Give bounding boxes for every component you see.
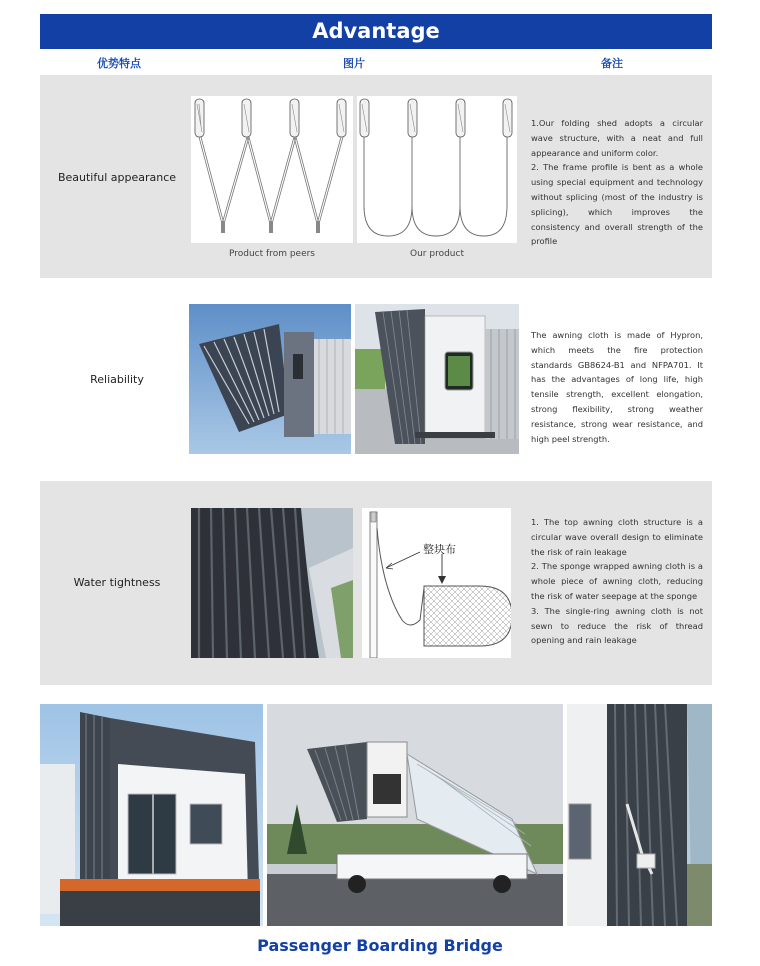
advantage-banner: Advantage [40,14,712,49]
water-tightness-photo [191,508,353,658]
feature-label-water-tightness: Water tightness [73,576,161,589]
footer-title: Passenger Boarding Bridge [257,936,503,955]
remark-text: 2. The frame profile is bent as a whole using special equipment and technology without splicing (most of the industry is splicing), which improves the consistency and overall strength of the profile [531,162,703,247]
caption-ours: Our product [410,249,464,259]
peer-product-diagram [191,96,353,243]
bottom-photo-curtain-closeup [567,704,712,926]
remarks-appearance [531,116,703,249]
our-product-diagram [357,96,517,243]
feature-label-reliability: Reliability [90,373,144,386]
reliability-photo-1 [189,304,351,454]
remark-text: The awning cloth is made of Hypron, which meets the fire protection standards GB8624-B1 and NFPA701. It has the advantages of long life, high tensile strength, excellent elongation, strong flexibility, strong weather resistance, strong wear resistance, and high peel strength. [531,330,703,444]
bottom-photo-stair-truck [267,704,563,926]
diagram-label-whole-cloth: 整块布 [423,543,456,556]
water-tightness-diagram [362,508,511,658]
remark-text: 3. The single-ring awning cloth is not sewn to reduce the risk of thread opening and rain leakage [531,605,703,646]
remarks-reliability [531,328,703,446]
remark-text: 2. The sponge wrapped awning cloth is a whole piece of awning cloth, reducing the risk of water seepage at the sponge [531,561,703,601]
column-header-picture: 图片 [343,57,365,70]
remarks-water-tightness [531,515,703,648]
remark-text: 1. The top awning cloth structure is a circular wave overall design to eliminate the risk of rain leakage [531,517,703,557]
column-header-remarks: 备注 [601,57,623,70]
bottom-photo-cab [40,704,263,926]
remark-text: 1.Our folding shed adopts a circular wave structure, with a neat and full appearance and uniform color. [531,118,703,158]
column-header-feature: 优势特点 [97,57,141,70]
caption-peers: Product from peers [228,249,315,259]
reliability-photo-2 [355,304,519,454]
feature-label-appearance: Beautiful appearance [57,171,177,184]
